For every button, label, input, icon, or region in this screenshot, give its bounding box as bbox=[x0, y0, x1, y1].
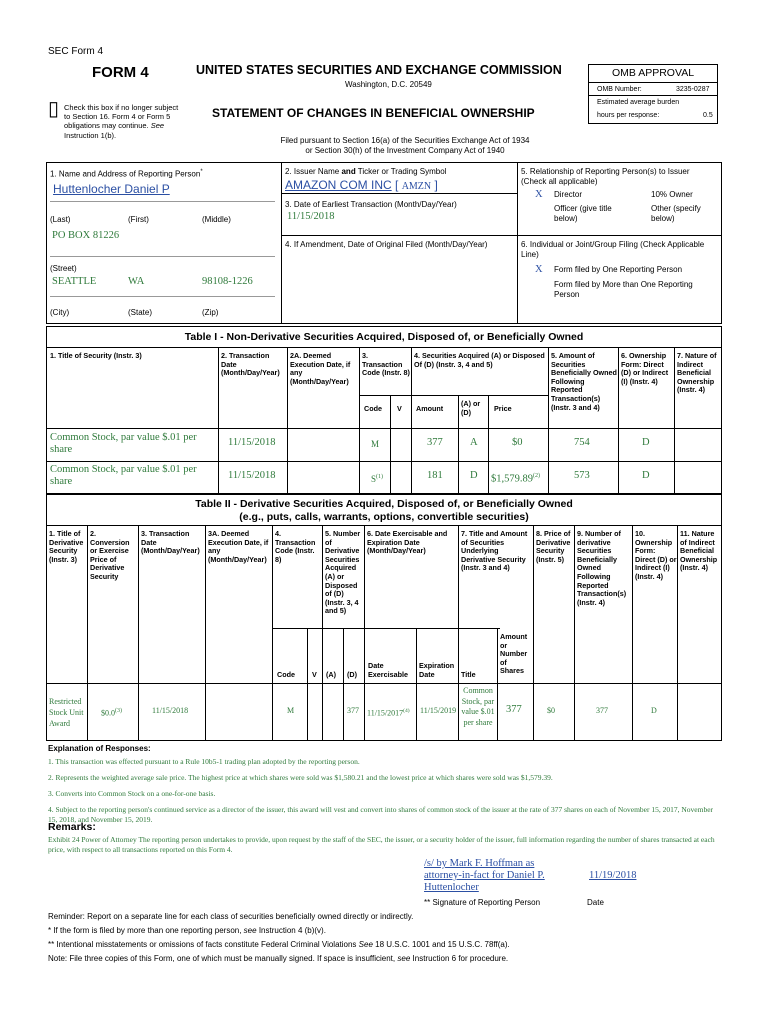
t2-h8: 8. Price of Derivative Security (Instr. 5) bbox=[536, 529, 571, 564]
footer-note-2: ** Intentional misstatements or omissions of facts constitute Federal Criminal Violations See 18 U.S.C. 1001 and 15 U.S.C. 78ff(a). bbox=[48, 940, 510, 949]
t1-row1-date: 11/15/2018 bbox=[228, 437, 276, 448]
t1-sub-price: Price bbox=[494, 404, 512, 413]
t2-row-expiration: 11/15/2019 bbox=[420, 706, 457, 715]
footer-note-3: Note: File three copies of this Form, one of which must be manually signed. If space is insufficient, see Instruction 6 for procedure. bbox=[48, 954, 509, 963]
t2-row-underlying-amount: 377 bbox=[506, 704, 522, 715]
remarks-title: Remarks: bbox=[48, 821, 96, 833]
explanation-item: 1. This transaction was effected pursuant to a Rule 10b5-1 trading plan adopted by the reporting person. bbox=[48, 757, 360, 766]
t2-row-date: 11/15/2018 bbox=[152, 706, 189, 715]
table1-title: Table I - Non-Derivative Securities Acquired, Disposed of, or Beneficially Owned bbox=[184, 331, 584, 343]
t2-row-d: 377 bbox=[347, 706, 359, 715]
t1-sub-code: Code bbox=[364, 404, 382, 413]
checkbox-label: Check this box if no longer subject to Section 16. Form 4 or Form 5 obligations may continue. See Instruction 1(b). bbox=[64, 103, 179, 140]
t1-sub-amount: Amount bbox=[416, 404, 444, 413]
footer-reminder: Reminder: Report on a separate line for each class of securities beneficially owned directly or indirectly. bbox=[48, 912, 414, 921]
remarks-text: Exhibit 24 Power of Attorney The reporting person undertakes to provide, upon request by the staff of the SEC, the issuer, or a security holder of the issuer, full information regarding the number of shares transacted at each price, with respect to all transactions reported on this Form 4. bbox=[48, 835, 715, 854]
t2-row-price: $0 bbox=[547, 706, 555, 715]
t2-h6: 6. Date Exercisable and Expiration Date (Month/Day/Year) bbox=[367, 529, 448, 556]
box6-label: 6. Individual or Joint/Group Filing (Check Applicable Line) bbox=[521, 240, 705, 259]
earliest-transaction-date: 11/15/2018 bbox=[287, 211, 335, 222]
box1-label: 1. Name and Address of Reporting Person* bbox=[50, 169, 203, 179]
t1-row1-price: $0 bbox=[512, 437, 523, 448]
explanation-item: 4. Subject to the reporting person's continued service as a director of the issuer, this award will vest and convert into shares of common stock of the issuer at the rate of 377 shares on each of November 15, 2017, November 15, 2018, and November 15, 2019. bbox=[48, 805, 714, 824]
t2-sub-exercisable: Date Exercisable bbox=[368, 661, 408, 679]
t1-row2-title: Common Stock, par value $.01 per share bbox=[50, 464, 197, 487]
t2-row-exercisable: 11/15/2017$^{(4)}$ bbox=[367, 708, 410, 718]
officer-label: Officer (give title below) bbox=[554, 204, 612, 223]
box4-label: 4. If Amendment, Date of Original Filed (Month/Day/Year) bbox=[285, 240, 488, 249]
t1-h2a: 2A. Deemed Execution Date, if any (Month/Day/Year) bbox=[290, 351, 351, 386]
t1-row1-code: M bbox=[371, 439, 380, 449]
t1-h1: 1. Title of Security (Instr. 3) bbox=[50, 351, 142, 360]
t2-sub-expiration: Expiration Date bbox=[419, 661, 455, 679]
t2-h1: 1. Title of Derivative Security (Instr. 3) bbox=[49, 529, 84, 564]
t1-h7: 7. Nature of Indirect Beneficial Ownership (Instr. 4) bbox=[677, 351, 717, 395]
signer-name[interactable]: /s/ by Mark F. Hoffman as attorney-in-fact for Daniel P. Huttenlocher bbox=[424, 858, 545, 893]
t2-sub-a: (A) bbox=[326, 670, 336, 679]
commission-city: Washington, D.C. 20549 bbox=[345, 80, 432, 89]
zip-label: (Zip) bbox=[202, 308, 219, 317]
t1-row2-form: D bbox=[642, 470, 650, 481]
box5-label: 5. Relationship of Reporting Person(s) to Issuer (Check all applicable) bbox=[521, 167, 690, 186]
signature-label: ** Signature of Reporting Person bbox=[424, 898, 541, 907]
t2-h9: 9. Number of derivative Securities Beneficially Owned Following Reported Transaction(s) (Instr. 4) bbox=[577, 529, 627, 607]
explanation-title: Explanation of Responses: bbox=[48, 744, 151, 753]
t1-row1-owned: 754 bbox=[574, 437, 590, 448]
t1-row1-ad: A bbox=[470, 437, 478, 448]
footer-note-1: * If the form is filed by more than one reporting person, see Instruction 4 (b)(v). bbox=[48, 926, 326, 935]
t2-h3a: 3A. Deemed Execution Date, if any (Month/Day/Year) bbox=[208, 529, 269, 564]
t1-h5: 5. Amount of Securities Beneficially Owned Following Reported Transaction(s) (Instr. 3 and 4) bbox=[551, 351, 617, 412]
sec-form-label: SEC Form 4 bbox=[48, 46, 104, 57]
director-label: Director bbox=[554, 190, 583, 199]
date-label: Date bbox=[587, 898, 604, 907]
state-label: (State) bbox=[128, 308, 153, 317]
t2-h3: 3. Transaction Date (Month/Day/Year) bbox=[141, 529, 200, 556]
t2-row-owned: 377 bbox=[596, 706, 608, 715]
omb-number-value: 3235-0287 bbox=[676, 86, 710, 93]
t1-row2-date: 11/15/2018 bbox=[228, 470, 276, 481]
t2-h5: 5. Number of Derivative Securities Acquired (A) or Disposed of (D) (Instr. 3, 4 and 5) bbox=[325, 529, 361, 616]
t1-row1-amount: 377 bbox=[427, 437, 443, 448]
ten-percent-owner-label: 10% Owner bbox=[651, 190, 693, 199]
commission-title: UNITED STATES SECURITIES AND EXCHANGE COMMISSION bbox=[196, 63, 562, 77]
t1-h2: 2. Transaction Date (Month/Day/Year) bbox=[221, 351, 280, 378]
t1-row1-form: D bbox=[642, 437, 650, 448]
last-label: (Last) bbox=[50, 215, 71, 224]
t2-sub-amount: Amount or Number of Shares bbox=[500, 632, 528, 676]
t2-h4: 4. Transaction Code (Instr. 8) bbox=[275, 529, 316, 564]
omb-number-label: OMB Number: bbox=[597, 86, 642, 93]
t1-row1-title: Common Stock, par value $.01 per share bbox=[50, 432, 197, 455]
one-person-label: Form filed by One Reporting Person bbox=[554, 265, 683, 274]
t2-row-underlying-title: Common Stock, par value $.01 per share bbox=[461, 686, 495, 727]
explanation-item: 3. Converts into Common Stock on a one-for-one basis. bbox=[48, 789, 216, 798]
t2-sub-title: Title bbox=[461, 670, 476, 679]
statement-title: STATEMENT OF CHANGES IN BENEFICIAL OWNERSHIP bbox=[212, 106, 535, 120]
street-label: (Street) bbox=[50, 264, 77, 273]
t1-h3: 3. Transaction Code (Instr. 8) bbox=[362, 351, 410, 378]
state-value: WA bbox=[128, 276, 145, 287]
t1-row2-owned: 573 bbox=[574, 470, 590, 481]
other-label: Other (specify below) bbox=[651, 204, 701, 223]
t2-row-title: Restricted Stock Unit Award bbox=[49, 697, 84, 728]
omb-title: OMB APPROVAL bbox=[611, 67, 695, 79]
issuer-name: AMAZON COM INC [ AMZN ] bbox=[285, 178, 438, 192]
reporting-person-name[interactable]: Huttenlocher Daniel P bbox=[53, 182, 170, 196]
t2-row-conversion: $0.0$^{(3)}$ bbox=[101, 708, 122, 718]
t1-h6: 6. Ownership Form: Direct (D) or Indirect (I) (Instr. 4) bbox=[621, 351, 669, 386]
address-value: PO BOX 81226 bbox=[52, 230, 120, 241]
t1-row2-amount: 181 bbox=[427, 470, 443, 481]
t2-h2: 2. Conversion or Exercise Price of Derivative Security bbox=[90, 529, 130, 581]
t2-sub-d: (D) bbox=[347, 670, 357, 679]
t2-h10: 10. Ownership Form: Direct (D) or Indirect (I) (Instr. 4) bbox=[635, 529, 677, 581]
filed-pursuant: Filed pursuant to Section 16(a) of the Securities Exchange Act of 1934 or Section 30(h) of the Investment Company Act of 1940 bbox=[280, 136, 530, 155]
box3-label: 3. Date of Earliest Transaction (Month/Day/Year) bbox=[285, 200, 457, 209]
t1-row2-price: $1,579.89$^{(2)}$ bbox=[491, 473, 540, 485]
city-label: (City) bbox=[50, 308, 70, 317]
t2-row-form: D bbox=[651, 706, 657, 715]
director-mark[interactable]: X bbox=[535, 189, 543, 200]
city-value: SEATTLE bbox=[52, 276, 97, 287]
t1-row2-ad: D bbox=[470, 470, 478, 481]
box2-label: 2. Issuer Name and Ticker or Trading Symbol bbox=[285, 167, 447, 176]
first-label: (First) bbox=[128, 215, 149, 224]
t2-sub-v: V bbox=[312, 670, 317, 679]
more-person-label: Form filed by More than One Reporting Person bbox=[554, 280, 693, 299]
middle-label: (Middle) bbox=[202, 215, 231, 224]
t2-h11: 11. Nature of Indirect Beneficial Ownership (Instr. 4) bbox=[680, 529, 718, 573]
t2-row-code: M bbox=[287, 706, 295, 715]
t2-sub-code: Code bbox=[277, 670, 295, 679]
t1-h4: 4. Securities Acquired (A) or Disposed Of (D) (Instr. 3, 4 and 5) bbox=[414, 351, 545, 369]
t1-row2-code: $S^{(1)}$ bbox=[371, 474, 384, 484]
one-person-mark[interactable]: X bbox=[535, 264, 543, 275]
zip-value: 98108-1226 bbox=[202, 276, 253, 287]
explanation-item: 2. Represents the weighted average sale price. The highest price at which shares were sold was $1,580.21 and the lowest price at which shares were sold was $1,579.39. bbox=[48, 773, 553, 782]
form-title: FORM 4 bbox=[92, 64, 149, 81]
omb-hours-label: hours per response: bbox=[597, 112, 660, 119]
signature-date: 11/19/2018 bbox=[589, 870, 637, 881]
table2-title: Table II - Derivative Securities Acquired, Disposed of, or Beneficially Owned (e.g., puts, calls, warrants, options, convertible securities) bbox=[195, 498, 573, 523]
omb-burden-label: Estimated average burden bbox=[597, 99, 680, 106]
omb-hours-value: 0.5 bbox=[703, 112, 713, 119]
t1-sub-v: V bbox=[397, 404, 402, 413]
checkbox[interactable]: ▯ bbox=[48, 98, 60, 120]
explanation-list bbox=[48, 757, 718, 825]
t1-sub-ad: (A) or (D) bbox=[461, 399, 481, 417]
t2-h7: 7. Title and Amount of Securities Underlying Derivative Security (Instr. 3 and 4) bbox=[461, 529, 528, 573]
